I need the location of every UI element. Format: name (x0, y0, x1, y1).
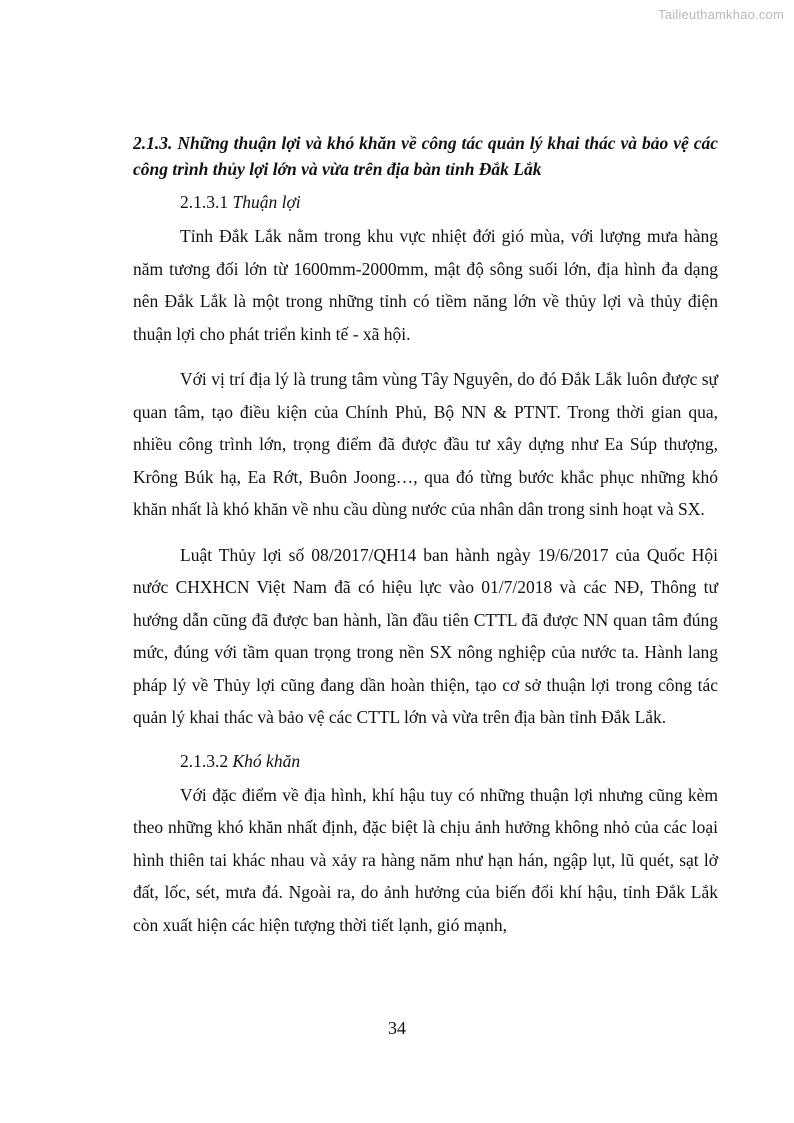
page-number: 34 (388, 1018, 406, 1038)
subsection-number: 2.1.3.2 (180, 750, 233, 771)
watermark: Tailieuthamkhao.com (658, 7, 784, 22)
subsection-number: 2.1.3.1 (180, 192, 233, 212)
document-body (133, 130, 718, 941)
paragraph: Tỉnh Đắk Lắk nằm trong khu vực nhiệt đới gió mùa, với lượng mưa hàng năm tương đối lớn từ 1600mm-2000mm, mật độ sông suối lớn, địa hình đa dạng nên Đắk Lắk là một trong những tỉnh có tiềm năng lớn về thủy lợi và thủy điện thuận lợi cho phát triển kinh tế - xã hội. (133, 226, 718, 344)
subsection-heading-difficulties (133, 747, 718, 775)
subsection-heading-advantages (133, 188, 718, 216)
subsection-title: Khó khăn (232, 750, 301, 771)
section-heading: 2.1.3. Những thuận lợi và khó khăn về công tác quản lý khai thác và bảo vệ các công trình thủy lợi lớn và vừa trên địa bàn tỉnh Đắk Lắk (133, 133, 718, 179)
paragraph: Với đặc điểm về địa hình, khí hậu tuy có những thuận lợi nhưng cũng kèm theo những khó khăn nhất định, đặc biệt là chịu ảnh hưởng không nhỏ của các loại hình thiên tai khác nhau và xảy ra hàng năm như hạn hán, ngập lụt, lũ quét, sạt lở đất, lốc, sét, mưa đá. Ngoài ra, do ảnh hưởng của biến đổi khí hậu, tỉnh Đắk Lắk còn xuất hiện các hiện tượng thời tiết lạnh, gió mạnh, (133, 784, 718, 935)
subsection-title: Thuận lợi (232, 192, 301, 212)
paragraph: Với vị trí địa lý là trung tâm vùng Tây Nguyên, do đó Đắk Lắk luôn được sự quan tâm, tạo điều kiện của Chính Phủ, Bộ NN & PTNT. Trong thời gian qua, nhiều công trình lớn, trọng điểm đã được đầu tư xây dựng như Ea Súp thượng, Krông Búk hạ, Ea Rớt, Buôn Joong…, qua đó từng bước khắc phục những khó khăn nhất là khó khăn về nhu cầu dùng nước của nhân dân trong sinh hoạt và SX. (133, 369, 718, 519)
paragraph: Luật Thủy lợi số 08/2017/QH14 ban hành ngày 19/6/2017 của Quốc Hội nước CHXHCN Việt Nam đã có hiệu lực vào 01/7/2018 và các NĐ, Thông tư hướng dẫn cũng đã được ban hành, lần đầu tiên CTTL đã được NN quan tâm đúng mức, đúng với tầm quan trọng trong nền SX nông nghiệp của nước ta. Hành lang pháp lý về Thủy lợi cũng đang dần hoàn thiện, tạo cơ sở thuận lợi trong công tác quản lý khai thác và bảo vệ các CTTL lớn và vừa trên địa bàn tỉnh Đắk Lắk. (133, 544, 718, 727)
